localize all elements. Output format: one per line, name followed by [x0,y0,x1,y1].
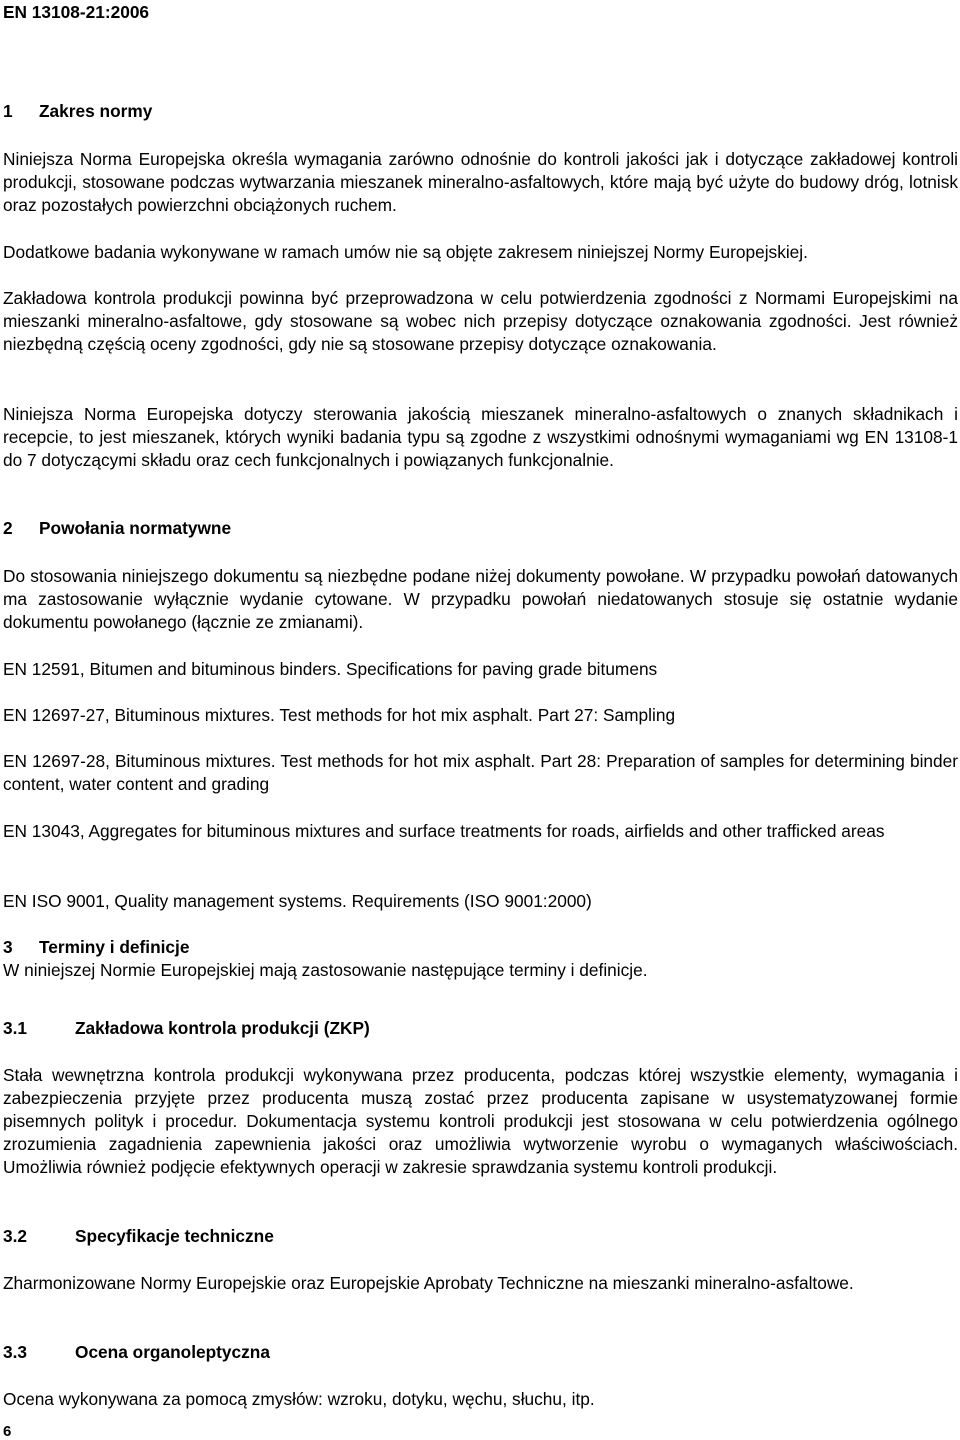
section-heading-3-3 [3,1341,958,1364]
paragraph-normative-refs: Do stosowania niniejszego dokumentu są niezbędne podane niżej dokumenty powołane. W przypadku powołań datowanych ma zastosowanie wyłącznie wydanie cytowane. W przypadku powołań niedatowanych stosuje się ostatnie wydanie dokumentu powołanego (łącznie ze zmianami). [3,566,958,633]
paragraph-scope: Niniejsza Norma Europejska określa wymagania zarówno odnośnie do kontroli jakości jak i dotyczące zakładowej kontroli produkcji, stosowane podczas wytwarzania mieszanek mineralno-asfaltowych, które mają być użyte do budowy dróg, lotnisk oraz pozostałych powierzchni obciążonych ruchem. [3,149,958,216]
section-heading-3-1 [3,1017,958,1040]
section-number: 1 [3,101,13,121]
section-title: Terminy i definicje [39,937,190,957]
document-code-header: EN 13108-21:2006 [3,2,150,22]
section-title: Specyfikacje techniczne [75,1226,274,1246]
reference-item: EN 12591, Bitumen and bituminous binders. Specifications for paving grade bitumens [3,659,658,679]
reference-item: EN 12697-27, Bituminous mixtures. Test methods for hot mix asphalt. Part 27: Sampling [3,705,676,725]
section-number: 3.3 [3,1342,28,1362]
section-title: Ocena organoleptyczna [75,1342,270,1362]
section-number: 3.1 [3,1018,28,1038]
paragraph-additional-tests: Dodatkowe badania wykonywane w ramach umów nie są objęte zakresem niniejszej Normy Europejskiej. [3,242,808,262]
section-title: Zakładowa kontrola produkcji (ZKP) [75,1018,370,1038]
section-title: Powołania normatywne [39,518,232,538]
page-number: 6 [3,1423,12,1440]
reference-item: EN 12697-28, Bituminous mixtures. Test methods for hot mix asphalt. Part 28: Preparation of samples for determining binder content, water content and grading [3,751,958,795]
section-heading-3 [3,936,958,959]
paragraph-production-control: Zakładowa kontrola produkcji powinna być przeprowadzona w celu potwierdzenia zgodności z Normami Europejskimi na mieszanki mineralno-asfaltowe, gdy stosowane są wobec nich przepisy dotyczące oznakowania zgodności. Jest również niezbędną częścią oceny zgodności, gdy nie są stosowane przepisy dotyczące oznakowania. [3,288,958,355]
section-heading-1 [3,100,958,123]
section-number: 3 [3,937,13,957]
paragraph-terms-intro: W niniejszej Normie Europejskiej mają zastosowanie następujące terminy i definicje. [3,960,648,980]
paragraph-zkp-definition: Stała wewnętrzna kontrola produkcji wykonywana przez producenta, podczas której wszystkie elementy, wymagania i zabezpieczenia przyjęte przez producenta muszą zostać przez producenta zapisane w usystematyzowanej formie pisemnych polityk i procedur. Dokumentacja systemu kontroli produkcji jest stosowana w celu potwierdzenia ogólnego zrozumienia zagadnienia zapewnienia jakości oraz umożliwia wytworzenie wyrobu o wymaganych właściwościach. Umożliwia również podjęcie efektywnych operacji w zakresie sprawdzania systemu kontroli produkcji. [3,1065,958,1178]
section-title: Zakres normy [39,101,153,121]
paragraph-organoleptic-definition: Ocena wykonywana za pomocą zmysłów: wzroku, dotyku, węchu, słuchu, itp. [3,1389,595,1409]
reference-item: EN ISO 9001, Quality management systems. Requirements (ISO 9001:2000) [3,891,592,911]
section-number: 2 [3,518,13,538]
reference-item: EN 13043, Aggregates for bituminous mixtures and surface treatments for roads, airfields and other trafficked areas [3,821,885,841]
section-heading-2 [3,517,958,540]
section-heading-3-2 [3,1225,958,1248]
paragraph-tech-spec-definition: Zharmonizowane Normy Europejskie oraz Europejskie Aprobaty Techniczne na mieszanki mineralno-asfaltowe. [3,1273,854,1293]
paragraph-quality-control: Niniejsza Norma Europejska dotyczy sterowania jakością mieszanek mineralno-asfaltowych o znanych składnikach i recepcie, to jest mieszanek, których wyniki badania typu są zgodne z wszystkimi odnośnymi wymaganiami wg EN 13108-1 do 7 dotyczącymi składu oraz cech funkcjonalnych i powiązanych funkcjonalnie. [3,404,958,471]
section-number: 3.2 [3,1226,28,1246]
